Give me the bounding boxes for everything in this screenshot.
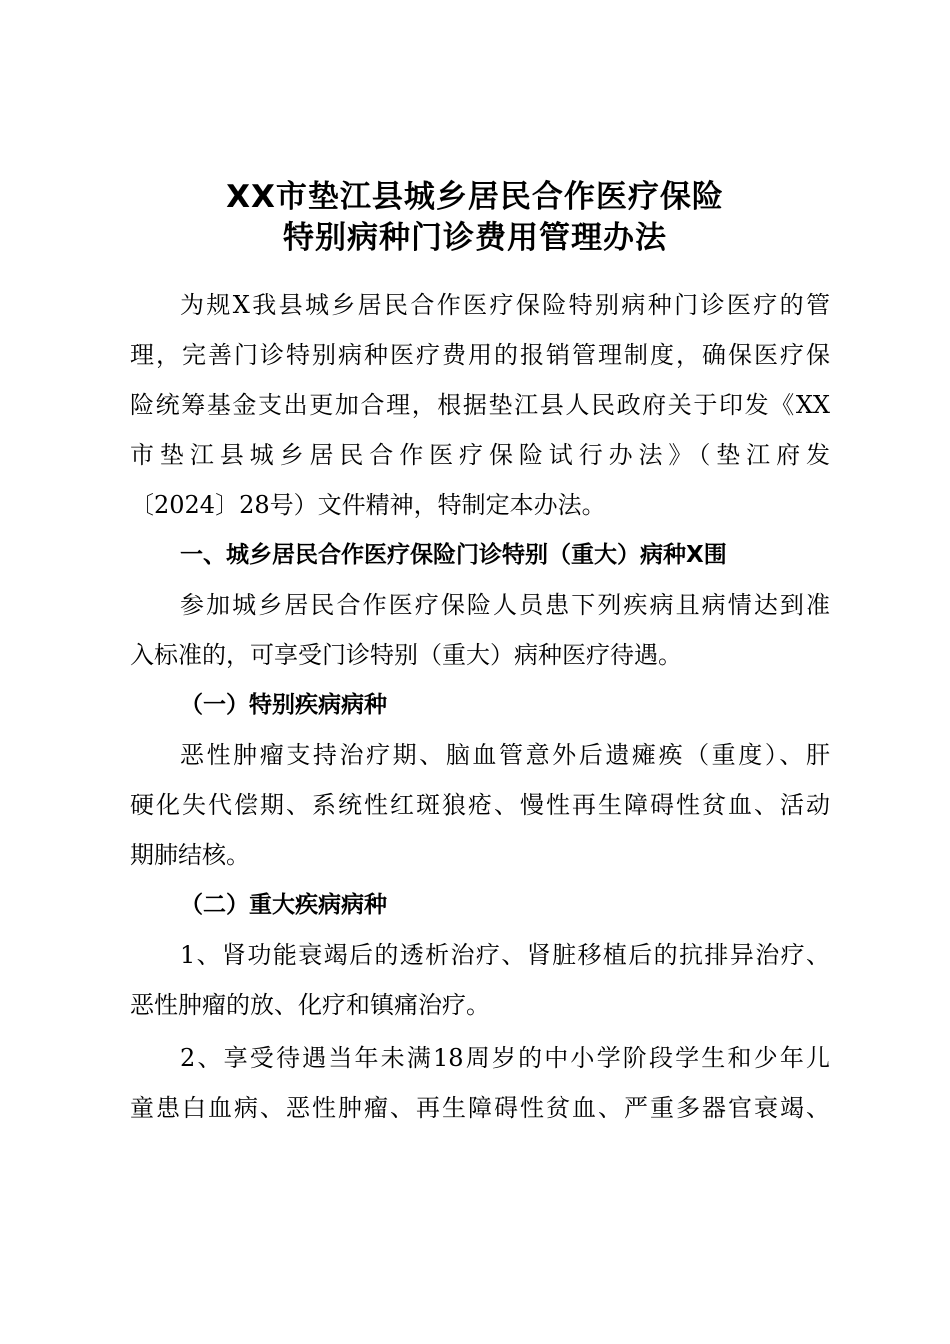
subsection-1-line-1: 恶性肿瘤支持治疗期、脑血管意外后遗瘫痪（重度）、肝 (180, 741, 830, 769)
intro-line-3: 险统筹基金支出更加合理，根据垫江县人民政府关于印发《XX (130, 391, 830, 419)
item-2-line-1: 2、享受待遇当年未满18周岁的中小学阶段学生和少年儿 (180, 1044, 830, 1072)
section-1-line-2: 入标准的，可享受门诊特别（重大）病种医疗待遇。 (130, 641, 682, 669)
item-1-line-1: 1、肾功能衰竭后的透析治疗、肾脏移植后的抗排异治疗、 (180, 941, 830, 969)
subsection-1-line-3: 期肺结核。 (130, 841, 250, 869)
subsection-2-heading: （二）重大疾病病种 (180, 892, 387, 918)
intro-line-4: 市垫江县城乡居民合作医疗保险试行办法》（垫江府发 (130, 441, 830, 469)
intro-line-2: 理，完善门诊特别病种医疗费用的报销管理制度，确保医疗保 (130, 341, 830, 369)
section-1-line-1: 参加城乡居民合作医疗保险人员患下列疾病且病情达到准 (180, 591, 830, 619)
document-title-line-2: 特别病种门诊费用管理办法 (283, 220, 667, 256)
document-title-line-1: XX市垫江县城乡居民合作医疗保险 (226, 179, 724, 215)
intro-line-1: 为规X我县城乡居民合作医疗保险特别病种门诊医疗的管 (180, 291, 830, 319)
item-2-line-2: 童患白血病、恶性肿瘤、再生障碍性贫血、严重多器官衰竭、 (130, 1094, 830, 1122)
item-1-line-2: 恶性肿瘤的放、化疗和镇痛治疗。 (130, 991, 490, 1019)
section-1-heading: 一、城乡居民合作医疗保险门诊特别（重大）病种X围 (180, 542, 727, 568)
subsection-1-heading: （一）特别疾病病种 (180, 692, 387, 718)
subsection-1-line-2: 硬化失代偿期、系统性红斑狼疮、慢性再生障碍性贫血、活动 (130, 791, 830, 819)
intro-line-5: 〔2024〕28号）文件精神，特制定本办法。 (130, 491, 606, 519)
